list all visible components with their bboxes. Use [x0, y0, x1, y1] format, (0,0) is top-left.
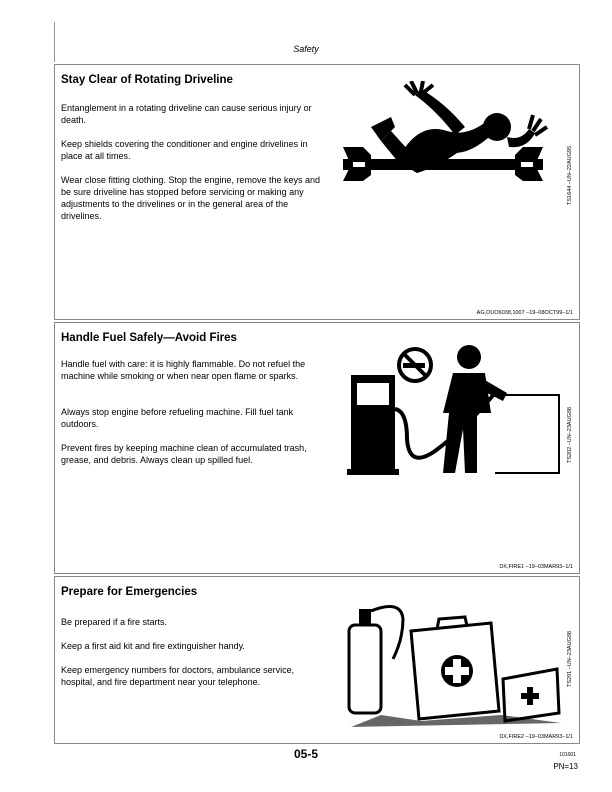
paragraph: Handle fuel with care: it is highly flammable. Do not refuel the machine while smoking or when near open flame or sparks.	[61, 359, 306, 381]
figure-code: TS202 –UN–23AUG88	[567, 407, 573, 463]
footer-code: 101001	[559, 752, 576, 758]
page-number: 05-5	[293, 747, 319, 761]
top-margin-rule	[54, 22, 55, 62]
paragraph: Keep shields covering the conditioner and engine drivelines in place at all times.	[61, 139, 308, 161]
paragraph: Wear close fitting clothing. Stop the engine, remove the keys and be sure driveline has stopped before servicing or making any adjustments to the drivelines or in the general area of the drivelines.	[61, 175, 320, 221]
paragraph: Be prepared if a fire starts.	[61, 617, 168, 627]
safety-panel-fuel	[54, 322, 580, 574]
section-header: Safety	[293, 44, 319, 54]
paragraph: Keep a first aid kit and fire extinguisher handy.	[61, 641, 245, 651]
paragraph: Always stop engine before refueling machine. Fill fuel tank outdoors.	[61, 407, 294, 429]
reference-code: DX,FIRE2 –19–03MAR93–1/1	[499, 734, 573, 740]
refueling-illustration	[345, 339, 565, 479]
paragraph: Prevent fires by keeping machine clean of accumulated trash, grease, and debris. Always clean up spilled fuel.	[61, 443, 307, 465]
figure-code: TS1644 –UN–22AUG95	[567, 145, 573, 205]
safety-panel-emergencies	[54, 576, 580, 744]
safety-panel-driveline	[54, 64, 580, 320]
panel-title: Handle Fuel Safely—Avoid Fires	[61, 332, 237, 344]
panel-title: Stay Clear of Rotating Driveline	[61, 74, 233, 86]
reference-code: AG,OUO6038,1007 –19–08OCT99–1/1	[476, 310, 573, 316]
pn-label: PN=13	[553, 762, 578, 771]
figure-code: TS291 –UN–23AUG88	[567, 631, 573, 687]
paragraph: Entanglement in a rotating driveline can cause serious injury or death.	[61, 103, 312, 125]
reference-code: DX,FIRE1 –19–03MAR93–1/1	[499, 564, 573, 570]
driveline-entanglement-illustration	[337, 81, 557, 201]
paragraph: Keep emergency numbers for doctors, ambulance service, hospital, and fire department near your telephone.	[61, 665, 295, 687]
panel-title: Prepare for Emergencies	[61, 586, 198, 598]
emergency-kit-illustration	[341, 589, 565, 729]
